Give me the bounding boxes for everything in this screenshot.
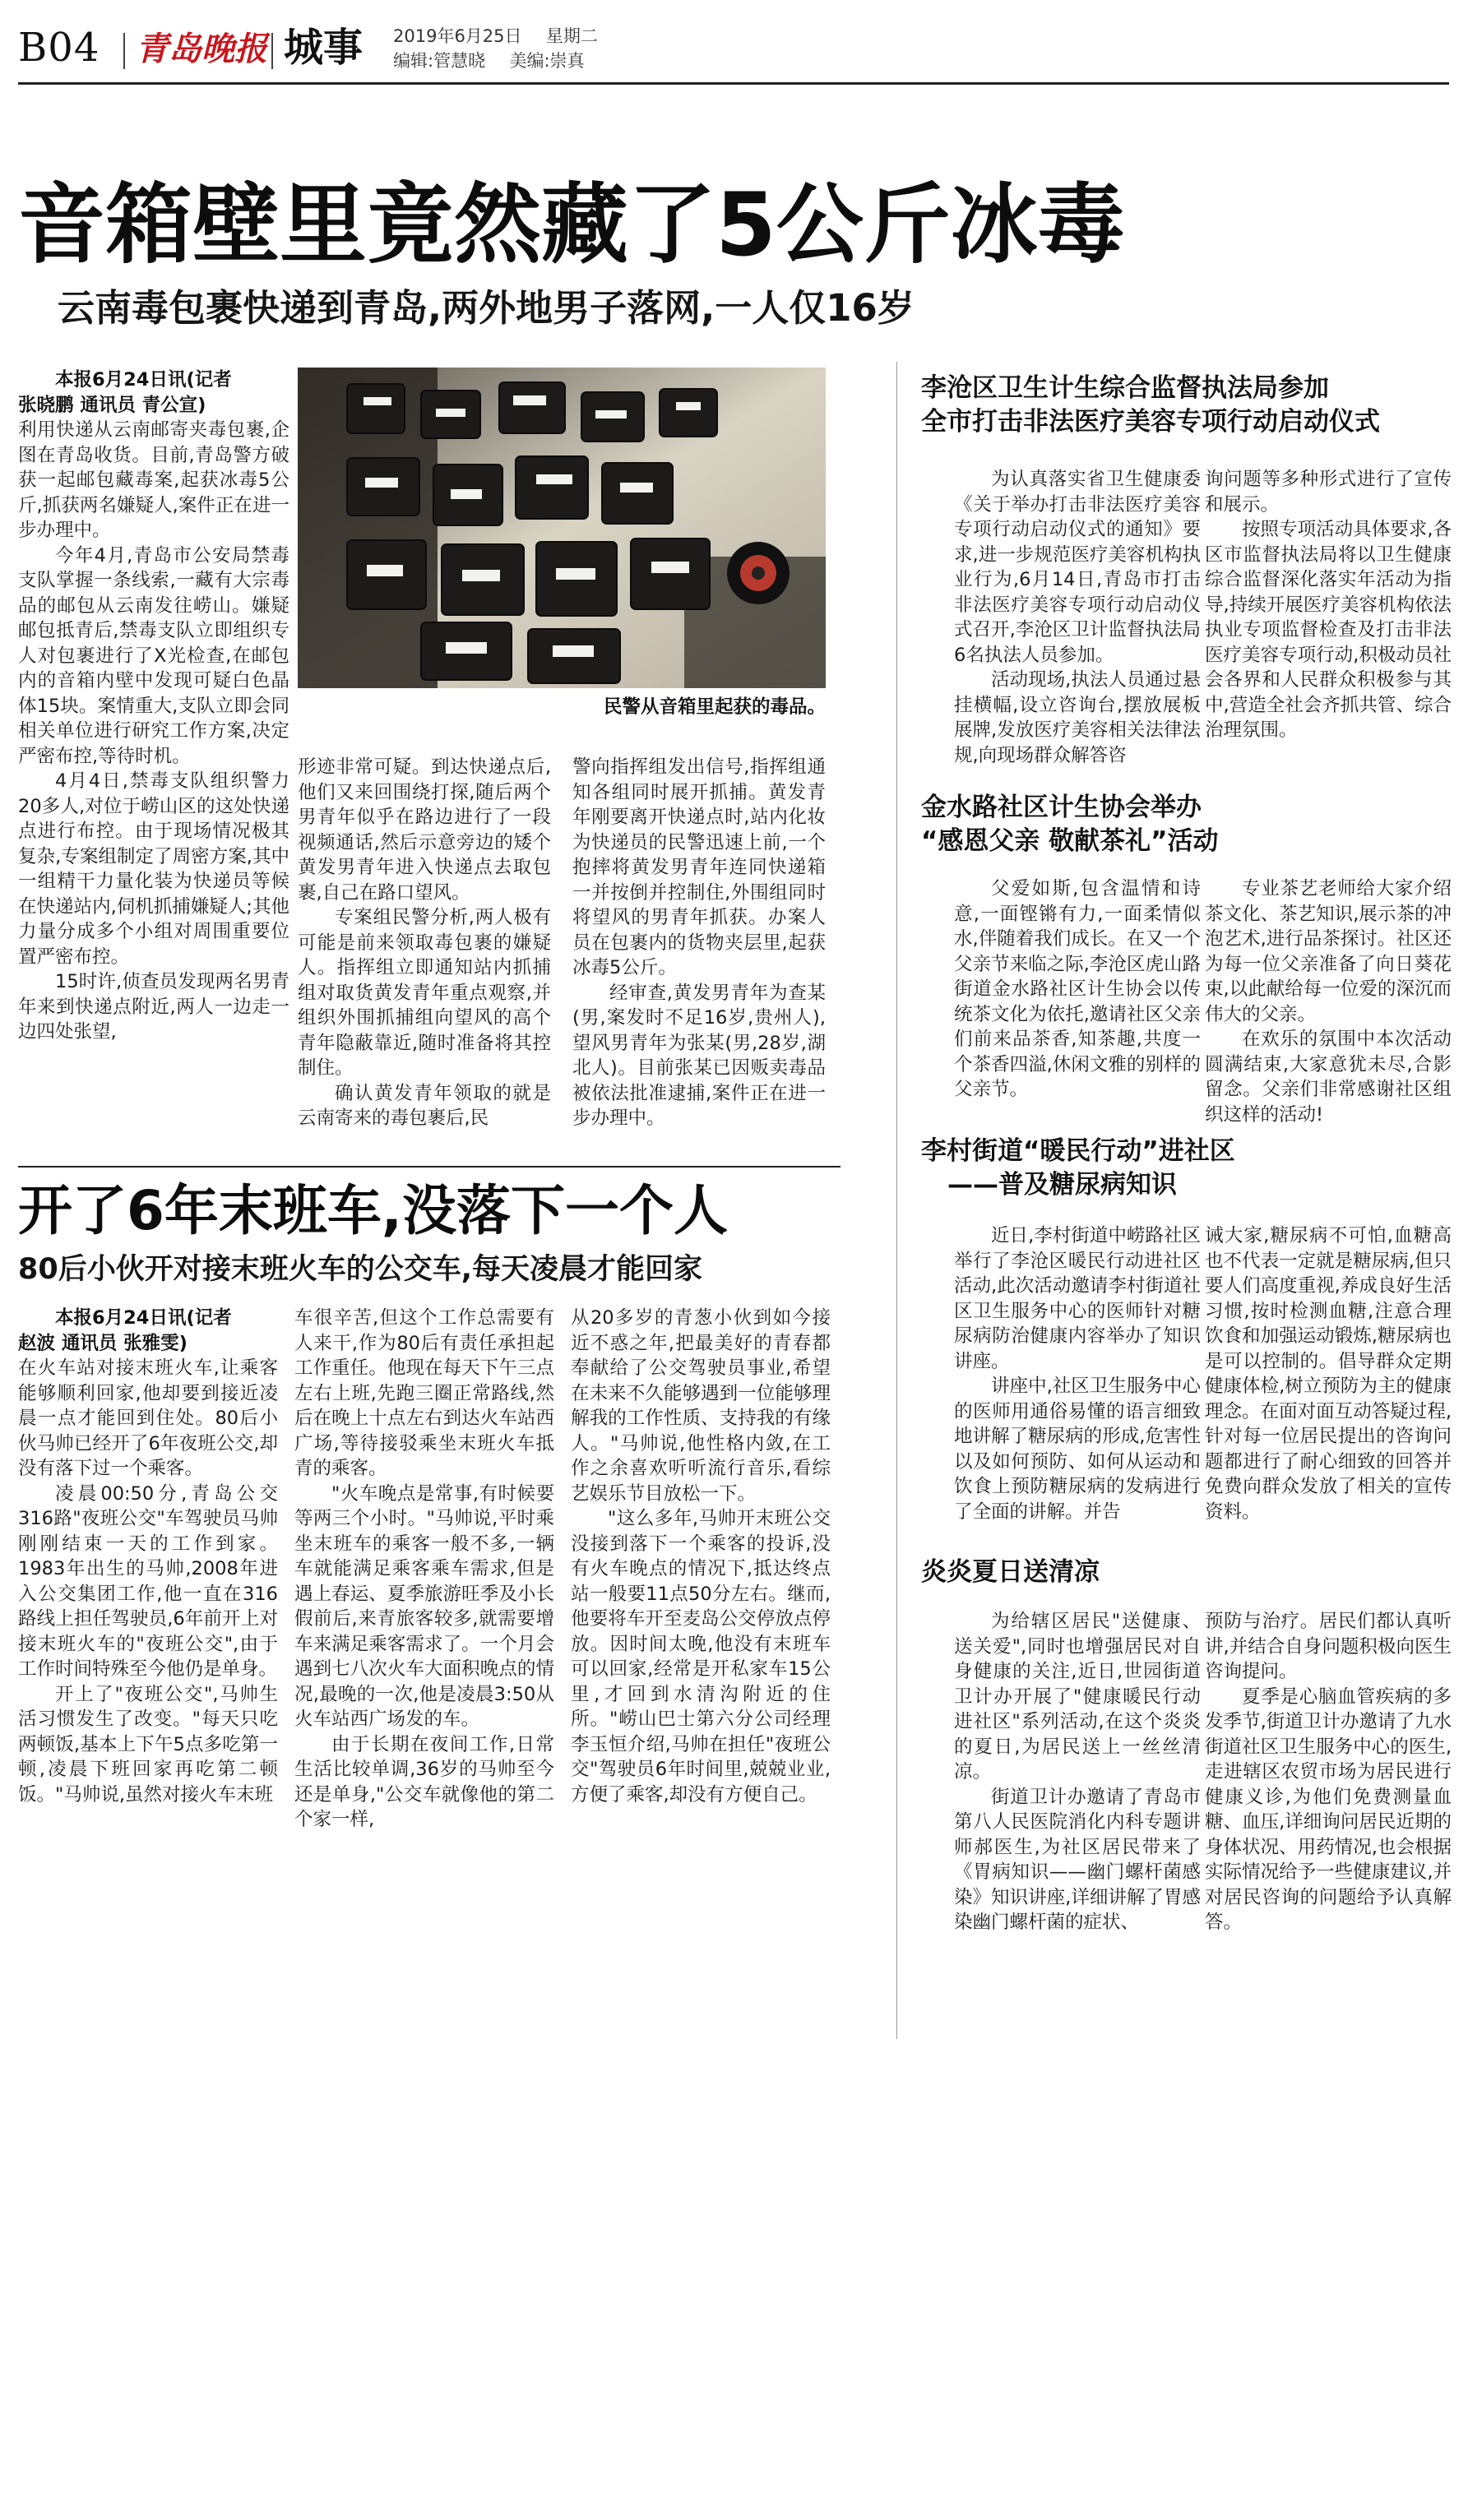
story-2-headline: 开了6年末班车,没落下一个人 — [18, 1179, 728, 1242]
paragraph: 专业茶艺老师给大家介绍茶文化、茶艺知识,展示茶的冲泡艺术,进行品茶探讨。社区还为每一位父亲准备了向日葵花束,以此献给每一位爱的深沉而伟大的父亲。 — [1205, 878, 1452, 1025]
paragraph: 15时许,侦查员发现两名男青年来到快递点附近,两人一边走一边四处张望, — [18, 971, 289, 1043]
headline-line: ——普及糖尿病知识 — [947, 1170, 1177, 1200]
paragraph: 专案组民警分析,两人极有可能是前来领取毒包裹的嫌疑人。指挥组立即通知站内抓捕组对取货黄发青年重点观察,并组织外围抓捕组向望风的高个青年隐蔽靠近,随时准备将其控制住。 — [298, 907, 551, 1079]
side-story-1-column-2 — [1205, 467, 1452, 788]
paragraph: "火车晚点是常事,有时候要等两三个小时。"马帅说,平时乘坐末班车的乘客一般不多,一辆车就能满足乘客乘车需求,但是遇上春运、夏季旅游旺季及小长假前后,来青旅客较多,就需要增车来满足乘客需求了。一个月会遇到七八次火车大面积晚点的情况,最晚的一次,他是凌晨3:50从火车站西广场发的车。 — [294, 1482, 554, 1730]
sidebar — [913, 362, 1460, 2088]
paragraph: 4月4日,禁毒支队组织警力20多人,对位于崂山区的这处快递点进行布控。由于现场情况极其复杂,专案组制定了周密方案,其中一组精干力量化装为快递员等候在快递站内,伺机抓捕嫌疑人;其他力量分成多个小组对周围重要位置严密布控。 — [18, 770, 289, 968]
story-2-subhead: 80后小伙开对接末班火车的公交车,每天凌晨才能回家 — [18, 1253, 703, 1286]
story-2-column-1 — [18, 1356, 278, 2005]
story-1-byline — [18, 368, 289, 418]
logo-text: 青岛晚报 — [136, 30, 267, 68]
paragraph: 诫大家,糖尿病不可怕,血糖高也不代表一定就是糖尿病,但只要人们高度重视,养成良好生活习惯,按时检测血糖,注意合理饮食和加强运动锻炼,糖尿病也是可以控制的。倡导群众定期健康体检,树立预防为主的健康理念。在面对面互动答疑过程,针对每一位居民提出的咨询问题都进行了耐心细致的回答并免费向群众发放了相关的宣传资料。 — [1205, 1225, 1452, 1523]
side-story-1-headline — [921, 372, 1460, 439]
paragraph: 形迹非常可疑。到达快递点后,他们又来回围绕打探,随后两个男青年似乎在路边进行了一段视频通话,然后示意旁边的矮个黄发男青年进入快递点去取包裹,自己在路口望风。 — [298, 756, 551, 904]
paragraph: 为认真落实省卫生健康委《关于举办打击非法医疗美容专项行动启动仪式的通知》要求,进一步规范医疗美容机构执业行为,6月14日,青岛市打击非法医疗美容专项行动启动仪式召开,李沧区卫计监督执法局6名执法人员参加。 — [954, 469, 1201, 666]
side-story-4-column-2 — [1205, 1609, 1452, 1963]
newspaper-logo — [136, 30, 267, 69]
paragraph: 利用快递从云南邮寄夹毒包裹,企图在青岛收货。目前,青岛警方破获一起邮包藏毒案,起获冰毒5公斤,抓获两名嫌疑人,案件正在进一步办理中。 — [18, 419, 289, 541]
issue-date-line — [393, 25, 598, 48]
paragraph: 活动现场,执法人员通过悬挂横幅,设立咨询台,摆放展板展牌,发放医疗美容相关法律法规,向现场群众解答咨 — [954, 669, 1201, 766]
story-1-subhead: 云南毒包裹快递到青岛,两外地男子落网,一人仅16岁 — [58, 286, 915, 330]
byline-line: 赵波 通讯员 张雅雯) — [18, 1332, 188, 1354]
issue-date: 2019年6月25日 — [393, 26, 522, 46]
byline-line: 本报6月24日讯(记者 — [55, 1307, 232, 1329]
page-number: B04 — [18, 25, 100, 71]
issue-weekday: 星期二 — [545, 26, 598, 46]
paragraph: 经审查,黄发男青年为查某(男,案发时不足16岁,贵州人),望风男青年为张某(男,28岁,湖北人)。目前张某已因贩卖毒品被依法批准逮捕,案件正在进一步办理中。 — [572, 982, 826, 1129]
side-story-2-column-2 — [1205, 876, 1452, 1131]
side-story-4-headline: 炎炎夏日送清凉 — [921, 1557, 1100, 1587]
photo-caption: 民警从音箱里起获的毒品。 — [603, 696, 826, 718]
paragraph: 由于长期在夜间工作,日常生活比较单调,36岁的马帅至今还是单身,"公交车就像他的第二个家一样, — [294, 1733, 554, 1830]
headline-line: “感恩父亲 敬献茶礼”活动 — [921, 826, 1219, 856]
paragraph: 近日,李村街道中崂路社区举行了李沧区暖民行动进社区活动,此次活动邀请李村街道社区卫生服务中心的医师针对糖尿病防治健康内容举办了知识讲座。 — [954, 1225, 1201, 1372]
headline-line: 全市打击非法医疗美容专项行动启动仪式 — [921, 407, 1380, 437]
paragraph: 开上了"夜班公交",马帅生活习惯发生了改变。"每天只吃两顿饭,基本上下午5点多吃第一顿,凌晨下班回家再吃第二顿饭。"马帅说,虽然对接火车末班 — [18, 1683, 278, 1806]
story-1-column-1 — [18, 418, 289, 1158]
byline-line: 本报6月24日讯(记者 — [55, 369, 232, 391]
paragraph: 街道卫计办邀请了青岛市第八人民医院消化内科专题讲师郝医生,为社区居民带来了《胃病知识——幽门螺杆菌感染》知识讲座,详细讲解了胃感染幽门螺杆菌的症状、 — [954, 1786, 1201, 1933]
editor-line — [393, 49, 585, 72]
paragraph: 按照专项活动具体要求,各区市监督执法局将以卫生健康综合监督深化落实年活动为指导,持续开展医疗美容机构依法执业专项监督检查及打击非法医疗美容专项行动,积极动员社会各界和人民群众积极参与其中,营造全社会齐抓共管、综合治理氛围。 — [1205, 519, 1452, 741]
paragraph: 在火车站对接末班火车,让乘客能够顺利回家,他却要到接近凌晨一点才能回到住处。80后小伙马帅已经开了6年夜班公交,却没有落下过一个乘客。 — [18, 1357, 278, 1479]
byline-line: 张晓鹏 通讯员 青公宣) — [18, 394, 206, 416]
paragraph: 从20多岁的青葱小伙到如今接近不惑之年,把最美好的青春都奉献给了公交驾驶员事业,希望在未来不久能够遇到一位能够理解我的工作性质、支持我的有缘人。"马帅说,他性格内敛,在工作之余喜欢听听流行音乐,看综艺娱乐节目放松一下。 — [571, 1307, 831, 1505]
story-2-column-2 — [294, 1306, 554, 2005]
headline-line: 李沧区卫生计生综合监督执法局参加 — [921, 373, 1329, 403]
paragraph: 讲座中,社区卫生服务中心的医师用通俗易懂的语言细致地讲解了糖尿病的形成,危害性以及如何预防、如何从运动和饮食上预防糖尿病的发病进行了全面的讲解。并告 — [954, 1376, 1201, 1523]
story-1-column-2 — [298, 755, 551, 1158]
designer: 美编:崇真 — [509, 51, 585, 71]
story-1-column-3 — [572, 755, 826, 1158]
story-2-column-3 — [571, 1306, 831, 2005]
headline-line: 李村街道“暖民行动”进社区 — [921, 1136, 1235, 1166]
masthead-rule — [18, 82, 1449, 85]
side-story-3-headline — [921, 1135, 1460, 1202]
paragraph: 凌晨00:50分,青岛公交316路"夜班公交"车驾驶员马帅刚刚结束一天的工作到家。1983年出生的马帅,2008年进入公交集团工作,他一直在316路线上担任驾驶员,6年前开上对接末班火车的"夜班公交",由于工作时间特殊至今他仍是单身。 — [18, 1482, 278, 1680]
side-story-2-column-1 — [954, 876, 1201, 1131]
paragraph: 车很辛苦,但这个工作总需要有人来干,作为80后有责任承担起工作重任。他现在每天下午三点左右上班,先跑三圈正常路线,然后在晚上十点左右到达火车站西广场,等待接驳乘坐末班火车抵青的乘客。 — [294, 1307, 554, 1479]
paragraph: "这么多年,马帅开末班公交没接到落下一个乘客的投诉,没有火车晚点的情况下,抵达终点站一般要11点50分左右。继而,他要将车开至麦岛公交停放点停放。因时间太晚,他没有末班车可以回家,经常是开私家车15公里,才回到水清沟附近的住所。"崂山巴士第六分公司经理李玉恒介绍,马帅在担任"夜班公交"驾驶员6年时间里,兢兢业业,方便了乘客,却没有方便自己。 — [571, 1508, 831, 1806]
side-story-3-column-1 — [954, 1223, 1201, 1552]
masthead-divider — [123, 33, 125, 69]
masthead-divider — [271, 33, 273, 69]
paragraph: 父爱如斯,包含温情和诗意,一面铿锵有力,一面柔情似水,伴随着我们成长。在又一个父亲节来临之际,李沧区虎山路街道金水路社区计生协会以传统茶文化为依托,邀请社区父亲们前来品茶香,知茶趣,共度一个茶香四溢,休闲文雅的别样的父亲节。 — [954, 878, 1201, 1100]
editor: 编辑:管慧晓 — [393, 51, 486, 71]
column-divider — [896, 362, 897, 2039]
story-1-headline: 音箱壁里竟然藏了5公斤冰毒 — [18, 174, 1125, 275]
masthead — [0, 0, 1468, 90]
paragraph: 预防与治疗。居民们都认真听讲,并结合自身问题积极向医生咨询提问。 — [1205, 1611, 1452, 1682]
photo-illustration — [298, 368, 826, 688]
story-divider — [18, 1166, 841, 1168]
side-story-4-column-1 — [954, 1609, 1201, 1963]
paragraph: 警向指挥组发出信号,指挥组通知各组同时展开抓捕。黄发青年刚要离开快递点时,站内化妆为快递员的民警迅速上前,一个抱摔将黄发男青年连同快递箱一并按倒并控制住,外围组同时将望风的男青年抓获。办案人员在包裹内的货物夹层里,起获冰毒5公斤。 — [572, 756, 826, 978]
side-story-1-column-1 — [954, 467, 1201, 788]
paragraph: 确认黄发青年领取的就是云南寄来的毒包裹后,民 — [298, 1082, 551, 1129]
side-story-2-headline — [921, 791, 1460, 858]
paragraph: 询问题等多种形式进行了宣传和展示。 — [1205, 469, 1452, 516]
paragraph: 今年4月,青岛市公安局禁毒支队掌握一条线索,一藏有大宗毒品的邮包从云南发往崂山。嫌疑邮包抵青后,禁毒支队立即组织专人对包裹进行了X光检查,在邮包内的音箱内壁中发现可疑白色晶体15块。案情重大,支队立即会同相关单位进行研究工作方案,决定严密布控,等待时机。 — [18, 544, 289, 767]
side-story-3-column-2 — [1205, 1223, 1452, 1552]
drug-packages-photo — [298, 368, 826, 688]
section-title: 城事 — [284, 25, 364, 71]
paragraph: 为给辖区居民"送健康、送关爱",同时也增强居民对自身健康的关注,近日,世园街道卫计办开展了"健康暖民行动进社区"系列活动,在这个炎炎的夏日,为居民送上一丝丝清凉。 — [954, 1611, 1201, 1782]
paragraph: 夏季是心脑血管疾病的多发季节,街道卫计办邀请了九水街道社区卫生服务中心的医生,走进辖区农贸市场为居民进行健康义诊,为他们免费测量血糖、血压,详细询问居民近期的身体状况、用药情况,也会根据实际情况给予一些健康建议,并对居民咨询的问题给予认真解答。 — [1205, 1685, 1452, 1933]
story-2-byline — [18, 1306, 278, 1356]
headline-line: 金水路社区计生协会举办 — [921, 793, 1202, 822]
paragraph: 在欢乐的氛围中本次活动圆满结束,大家意犹未尽,合影留念。父亲们非常感谢社区组织这样的活动! — [1205, 1029, 1452, 1126]
